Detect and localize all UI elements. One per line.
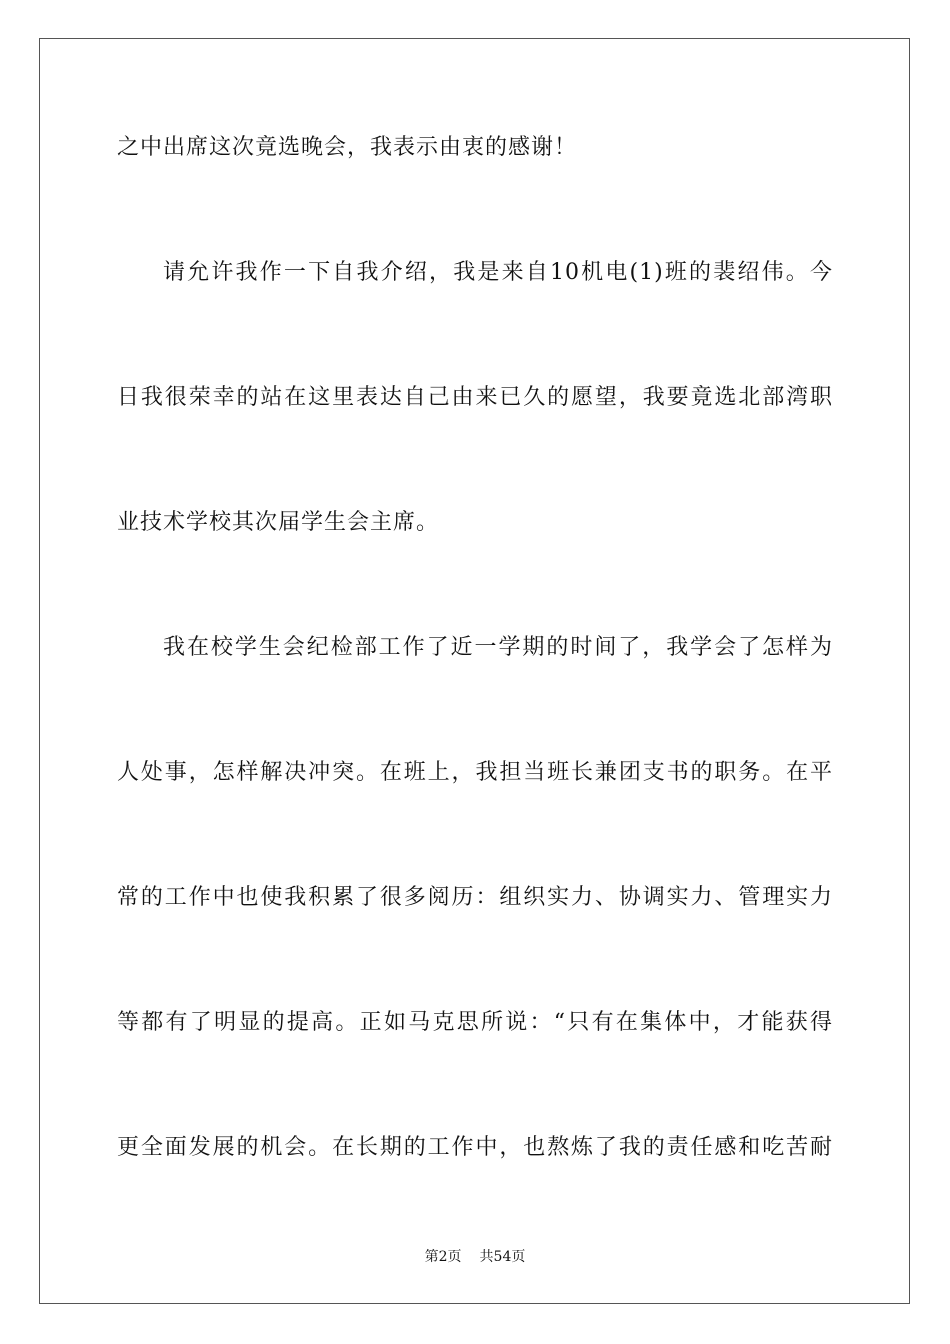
text-line-2: 请允许我作一下自我介绍，我是来自10机电(1)班的裴绍伟。今 xyxy=(163,260,833,285)
text-line-8: 等都有了明显的提高。正如马克思所说：“只有在集体中，才能获得 xyxy=(117,1010,833,1035)
text-line-5: 我在校学生会纪检部工作了近一学期的时间了，我学会了怎样为 xyxy=(163,635,833,660)
text-line-3: 日我很荣幸的站在这里表达自己由来已久的愿望，我要竟选北部湾职 xyxy=(117,385,833,410)
page-footer xyxy=(0,1247,950,1267)
text-line-1: 之中出席这次竟选晚会，我表示由衷的感谢！ xyxy=(117,135,578,160)
page-total: 共54页 xyxy=(479,1249,526,1265)
page-number: 第2页 xyxy=(424,1249,462,1265)
page-border xyxy=(39,38,910,1304)
text-line-7: 常的工作中也使我积累了很多阅历：组织实力、协调实力、管理实力 xyxy=(117,885,833,910)
text-line-9: 更全面发展的机会。在长期的工作中，也熬炼了我的责任感和吃苦耐 xyxy=(117,1135,833,1160)
text-line-6: 人处事，怎样解决冲突。在班上，我担当班长兼团支书的职务。在平 xyxy=(117,760,833,785)
text-line-4: 业技术学校其次届学生会主席。 xyxy=(117,510,440,535)
